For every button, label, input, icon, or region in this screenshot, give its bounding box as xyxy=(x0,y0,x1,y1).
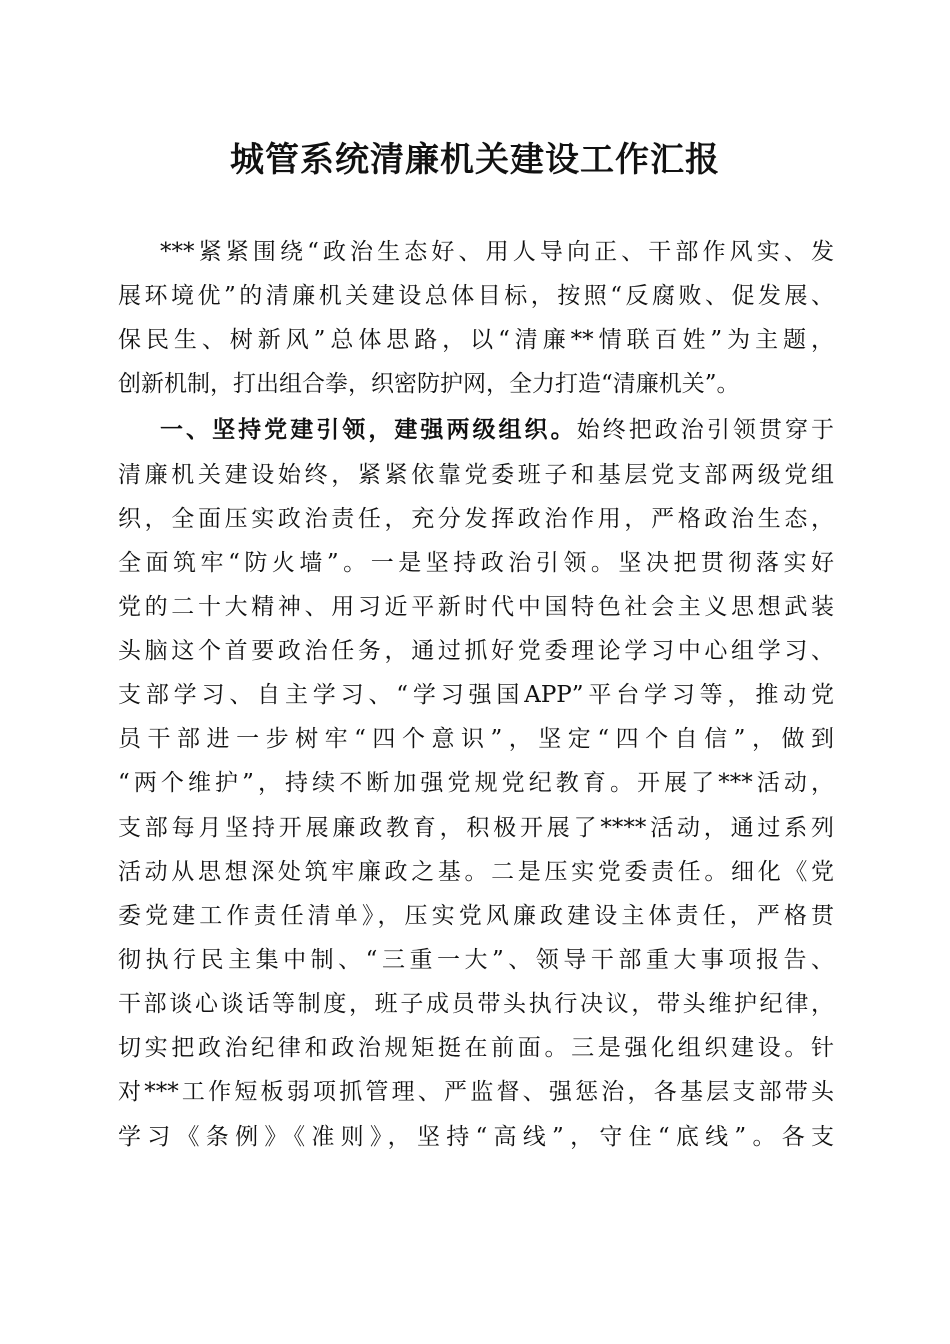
paragraph1-line-1: ***紧紧围绕“政治生态好、用人导向正、干部作风实、发 xyxy=(160,239,834,265)
section1-line-9: 支部每月坚持开展廉政教育，积极开展了****活动，通过系列 xyxy=(118,815,834,841)
paragraph1-line-2: 展环境优”的清廉机关建设总体目标，按照“反腐败、促发展、 xyxy=(118,283,834,309)
paragraph1-line-4: 创新机制，打出组合拳，织密防护网，全力打造“清廉机关”。 xyxy=(118,371,740,397)
document-title: 城管系统清廉机关建设工作汇报 xyxy=(230,140,720,180)
section1-line-2: 织，全面压实政治责任，充分发挥政治作用，严格政治生态， xyxy=(118,506,834,532)
section1-line-16: 学习《条例》《准则》，坚持“高线”，守住“底线”。各支 xyxy=(118,1124,834,1150)
section1-line-12: 彻执行民主集中制、“三重一大”、领导干部重大事项报告、 xyxy=(118,947,834,973)
section1-line-7: 员干部进一步树牢“四个意识”，坚定“四个自信”，做到 xyxy=(118,726,834,752)
section1-first-line xyxy=(160,408,834,452)
section1-line-15: 对***工作短板弱项抓管理、严监督、强惩治，各基层支部带头 xyxy=(118,1079,834,1105)
section1-line-3: 全面筑牢“防火墙”。一是坚持政治引领。坚决把贯彻落实好 xyxy=(118,550,834,576)
section1-first-line-text: 始终把政治引领贯穿于 xyxy=(576,417,834,443)
section1-heading: 一、坚持党建引领，建强两级组织。 xyxy=(160,416,577,443)
section1-line-13: 干部谈心谈话等制度，班子成员带头执行决议，带头维护纪律， xyxy=(118,991,834,1017)
section1-line-10: 活动从思想深处筑牢廉政之基。二是压实党委责任。细化《党 xyxy=(118,859,834,885)
section1-line-11: 委党建工作责任清单》，压实党风廉政建设主体责任，严格贯 xyxy=(118,903,834,929)
paragraph1-line-3: 保民生、树新风”总体思路，以“清廉**情联百姓”为主题， xyxy=(118,327,834,353)
section1-line-14: 切实把政治纪律和政治规矩挺在前面。三是强化组织建设。针 xyxy=(118,1035,834,1061)
section1-line-1: 清廉机关建设始终，紧紧依靠党委班子和基层党支部两级党组 xyxy=(118,462,834,488)
section1-line-4: 党的二十大精神、用习近平新时代中国特色社会主义思想武装 xyxy=(118,594,834,620)
section1-line-8: “两个维护”，持续不断加强党规党纪教育。开展了***活动， xyxy=(118,770,834,796)
section1-line-6: 支部学习、自主学习、“学习强国APP”平台学习等，推动党 xyxy=(118,682,834,708)
section1-line-5: 头脑这个首要政治任务，通过抓好党委理论学习中心组学习、 xyxy=(118,638,834,664)
